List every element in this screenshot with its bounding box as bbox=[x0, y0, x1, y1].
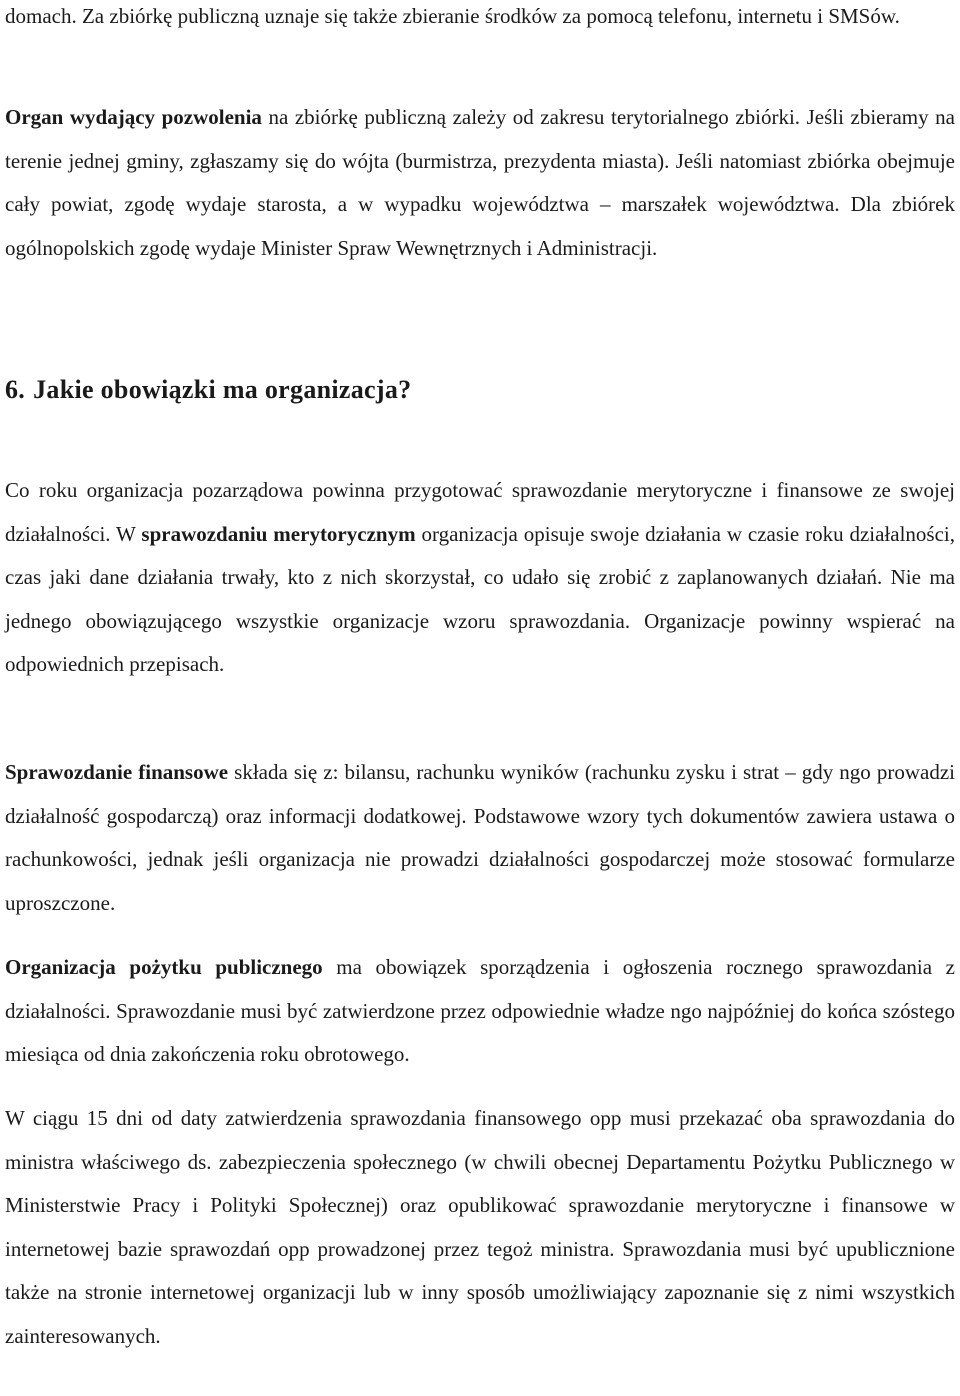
paragraph-text: organizacja opisuje swoje działania w czasie roku działalności, czas jaki dane działania trwały, kto z nich skorzystał, co udało się zrobić z zaplanowanych działań. Nie ma jednego obowiązującego wszystkie organizacje wzoru sprawozdania. Organizacje powinny wspierać na odpowiednich przepisach. bbox=[5, 521, 956, 676]
bold-term-financial-report: Sprawozdanie finansowe bbox=[5, 760, 229, 784]
paragraph-text: na zbiórkę publiczną zależy od zakresu terytorialnego zbiórki. Jeśli zbieramy na terenie jednej gminy, zgłaszamy się do wójta (burmistrza, prezydenta miasta). Jeśli natomiast zbiórka obejmuje cały powiat, zgodę wydaje starosta, a w wypadku województwa – marszałek województwa. Dla zbiórek ogólnopolskich zgodę wydaje Minister Spraw Wewnętrznych i Administracji. bbox=[5, 105, 955, 260]
bold-term-public-benefit-org: Organizacja pożytku publicznego bbox=[5, 955, 323, 979]
paragraph-financial-report bbox=[5, 751, 955, 925]
paragraph-permit-authority bbox=[5, 96, 955, 270]
paragraph-text: domach. Za zbiórkę publiczną uznaje się także zbieranie środków za pomocą telefonu, internetu i SMSów. bbox=[5, 4, 900, 28]
paragraph-text: W ciągu 15 dni od daty zatwierdzenia sprawozdania finansowego opp musi przekazać oba sprawozdania do ministra właściwego ds. zabezpieczenia społecznego (w chwili obecnej Departamentu Pożytku Publicznego w Ministerstwie Pracy i Polityki Społecznej) oraz opublikować sprawozdanie merytoryczne i finansowe w internetowej bazie sprawozdań opp prowadzonej przez tegoż ministra. Sprawozdania musi być upublicznione także na stronie internetowej organizacji lub w inny sposób umożliwiający zapoznanie się z nimi wszystkich zainteresowanych. bbox=[5, 1106, 955, 1348]
paragraph-text: składa się z: bilansu, rachunku wyników (rachunku zysku i strat – gdy ngo prowadzi działalność gospodarczą) oraz informacji dodatkowej. Podstawowe wzory tych dokumentów zawiera ustawa o rachunkowości, jednak jeśli organizacja nie prowadzi działalności gospodarczej może stosować formularze uproszczone. bbox=[5, 760, 955, 915]
paragraph-annual-reports bbox=[5, 469, 955, 687]
paragraph-public-benefit-org bbox=[5, 946, 955, 1077]
paragraph-public-collections-end bbox=[5, 0, 955, 39]
paragraph-text: ma obowiązek sporządzenia i ogłoszenia rocznego sprawozdania z działalności. Sprawozdanie musi być zatwierdzone przez odpowiednie władze ngo najpóźniej do końca szóstego miesiąca od dnia zakończenia roku obrotowego. bbox=[5, 955, 955, 1066]
bold-term-permit-authority: Organ wydający pozwolenia bbox=[5, 105, 262, 129]
bold-term-substantive-report: sprawozdaniu merytorycznym bbox=[141, 521, 416, 546]
section-title: Jakie obowiązki ma organizacja? bbox=[33, 375, 412, 404]
paragraph-report-submission bbox=[5, 1097, 955, 1358]
paragraph-text: Co roku organizacja pozarządowa powinna przygotować sprawozdanie merytoryczne i finansowe ze swojej działalności. W bbox=[5, 478, 955, 546]
section-heading-obligations bbox=[5, 370, 411, 410]
section-number: 6. bbox=[5, 375, 26, 404]
